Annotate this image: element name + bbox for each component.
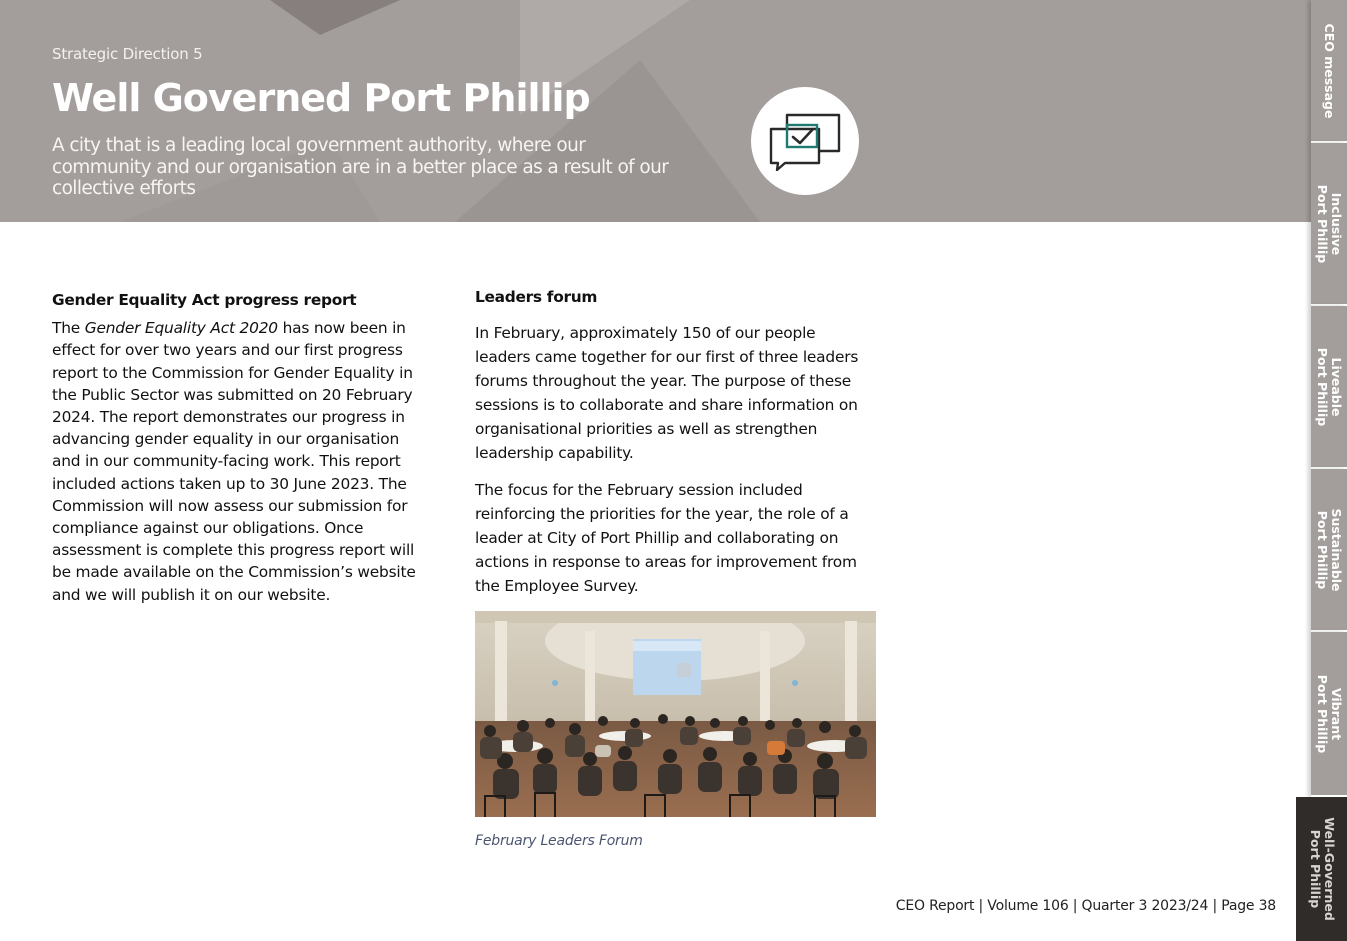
tab-vibrant-port-phillip[interactable] <box>1311 632 1347 797</box>
tab-label-line2: Port Phillip <box>1307 829 1323 909</box>
tab-label-line1: Liveable <box>1329 356 1344 417</box>
tab-ceo-message[interactable] <box>1311 0 1347 143</box>
page-title: Well Governed Port Phillip <box>52 76 590 120</box>
tab-well-governed-port-phillip[interactable] <box>1296 797 1347 941</box>
tab-inclusive-port-phillip[interactable] <box>1311 143 1347 306</box>
body-text: has now been in effect for over two years and our first progress report to the Commission for Gender Equality in the Public Sector was submitted on 20 February 2024. The report demonstrates our progress in advancing gender equality in our organisation and in our community-facing work. This report included actions taken up to 30 June 2023. The Commission will now assess our submission for compliance against our obligations. Once assessment is complete this progress report will be made available on the Commission’s website and we will publish it on our website. <box>52 319 416 604</box>
tab-label-line2: Port Phillip <box>1315 510 1330 589</box>
body-text: The <box>52 319 85 338</box>
tab-label-line2: Port Phillip <box>1315 347 1330 426</box>
tab-label <box>1315 508 1343 591</box>
tab-label-line1: Inclusive <box>1329 192 1344 255</box>
leaders-forum-paragraph-2: The focus for the February session included reinforcing the priorities for the year, the role of a leader at City of Port Phillip and collaborating on actions in response to areas for improvement from the Employee Survey. <box>475 481 857 595</box>
tab-label-line1: Well-Governed <box>1321 817 1337 921</box>
tab-label <box>1315 674 1343 752</box>
tab-label <box>1308 817 1336 921</box>
leaders-forum-photo <box>475 611 876 817</box>
page-subtitle: A city that is a leading local government authority, where our community and our organisation are in a better place as a result of our collective efforts <box>52 135 669 199</box>
tab-liveable-port-phillip[interactable] <box>1311 306 1347 469</box>
strategic-direction-label: Strategic Direction 5 <box>52 45 203 63</box>
gender-equality-heading: Gender Equality Act progress report <box>52 291 357 309</box>
tab-label <box>1315 184 1343 262</box>
tab-label-line1: CEO message <box>1322 23 1337 118</box>
leaders-forum-paragraph-1: In February, approximately 150 of our people leaders came together for our first of three leaders forums throughout the year. The purpose of these sessions is to collaborate and share information on organisational priorities as well as strengthen leadership capability. <box>475 324 859 462</box>
header-badge <box>751 87 859 195</box>
gender-equality-section <box>52 289 422 606</box>
page-footer: CEO Report | Volume 106 | Quarter 3 2023/24 | Page 38 <box>895 898 1276 914</box>
tab-label-line2: Port Phillip <box>1315 184 1330 263</box>
section-tabs <box>1307 0 1347 941</box>
tab-label-line1: Sustainable <box>1329 507 1344 592</box>
header-banner <box>0 0 1311 222</box>
act-name: Gender Equality Act 2020 <box>84 319 278 338</box>
tab-label <box>1315 347 1343 425</box>
tab-label-line2: Port Phillip <box>1315 674 1330 753</box>
tab-label <box>1322 23 1336 118</box>
leaders-forum-section <box>475 285 865 611</box>
chat-check-icon <box>765 109 845 171</box>
tab-label-line1: Vibrant <box>1329 687 1344 740</box>
photo-caption: February Leaders Forum <box>475 833 643 849</box>
tab-sustainable-port-phillip[interactable] <box>1311 469 1347 632</box>
leaders-forum-heading: Leaders forum <box>475 288 598 306</box>
gender-equality-body <box>52 317 422 606</box>
